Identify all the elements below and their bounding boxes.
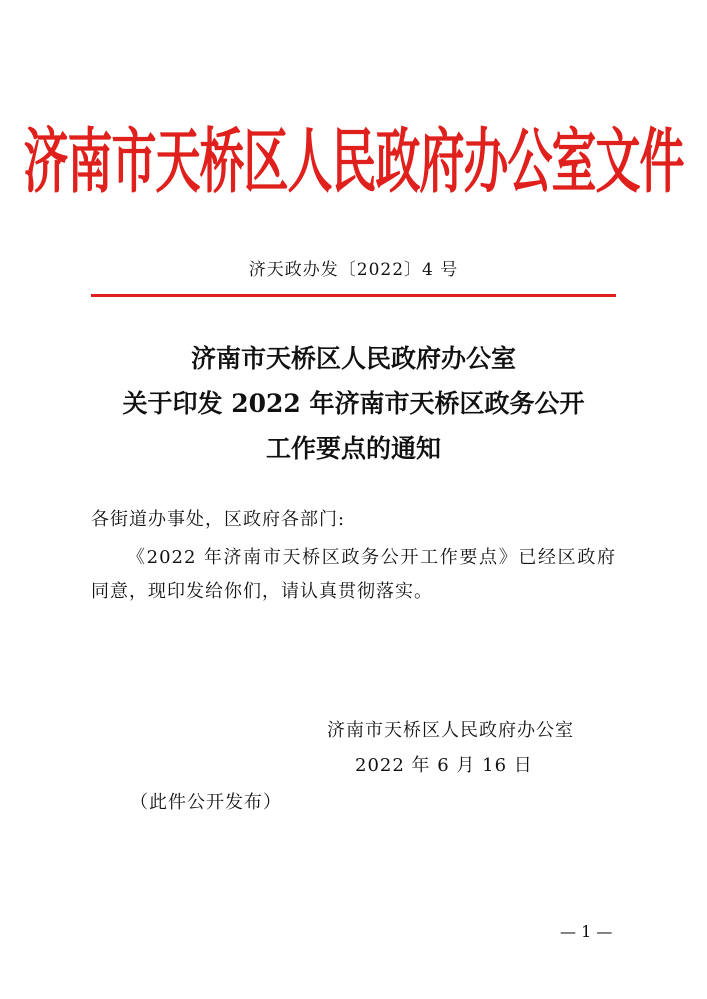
title-line-3: 工作要点的通知 bbox=[265, 434, 441, 463]
title-line-2: 关于印发 2022 年济南市天桥区政务公开 bbox=[122, 389, 585, 418]
page-number: — 1 — bbox=[560, 922, 613, 941]
salutation: 各街道办事处，区政府各部门: bbox=[91, 509, 346, 530]
body-paragraph: 《2022 年济南市天桥区政务公开工作要点》已经区政府同意，现印发给你们，请认真贯彻落实。 bbox=[91, 547, 616, 602]
document-header-title: 济南市天桥区人民政府办公室文件 bbox=[23, 120, 684, 203]
signature-date: 2022 年 6 月 16 日 bbox=[355, 755, 533, 776]
signature-organization: 济南市天桥区人民政府办公室 bbox=[327, 720, 574, 741]
document-number: 济天政办发〔2022〕4 号 bbox=[248, 260, 459, 280]
disclosure-note: （此件公开发布） bbox=[130, 792, 282, 813]
header-red-divider bbox=[91, 294, 616, 297]
notice-title bbox=[0, 336, 707, 471]
title-line-1: 济南市天桥区人民政府办公室 bbox=[190, 344, 516, 373]
